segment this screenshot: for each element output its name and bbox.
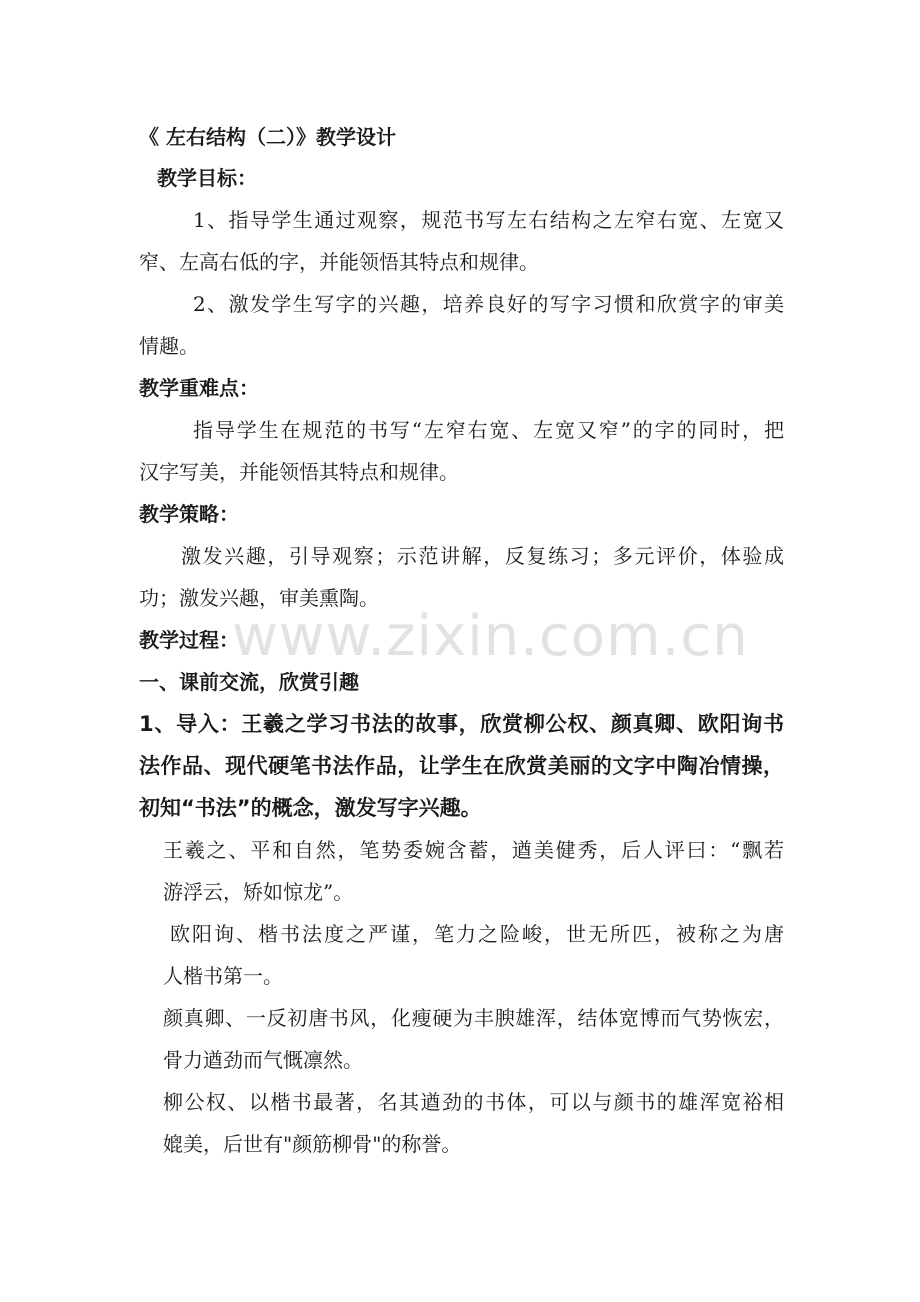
step-1-line-2: 法作品、现代硬笔书法作品，让学生在欣赏美丽的文字中陶冶情操， <box>139 754 784 778</box>
liu-gongquan-line-1: 柳公权、以楷书最著，名其遒劲的书体，可以与颜书的雄浑宽裕相 <box>163 1090 784 1114</box>
yan-zhenqing-line-1: 颜真卿、一反初唐书风，化瘦硬为丰腴雄浑，结体宽博而气势恢宏， <box>163 1006 784 1030</box>
wang-xizhi-line-1: 王羲之、平和自然，笔势委婉含蓄，遒美健秀，后人评曰：“飘若 <box>163 838 784 862</box>
document-title: 《 左右结构（二）》教学设计 <box>139 125 396 149</box>
step-1-line-3: 初知“书法”的概念，激发写字兴趣。 <box>139 796 482 820</box>
strategy-line-1: 激发兴趣，引导观察；示范讲解，反复练习；多元评价，体验成 <box>181 544 784 568</box>
watermark-text: www.zixin.com.cn <box>232 604 749 669</box>
objective-2-line-2: 情趣。 <box>139 334 199 358</box>
wang-xizhi-line-2: 游浮云，矫如惊龙”。 <box>163 880 354 904</box>
key-points-heading: 教学重难点： <box>139 376 259 400</box>
key-points-line-2: 汉字写美，并能领悟其特点和规律。 <box>139 460 459 484</box>
process-heading: 教学过程： <box>139 628 239 652</box>
ouyang-xun-line-2: 人楷书第一。 <box>163 964 283 988</box>
strategy-heading: 教学策略： <box>139 502 239 526</box>
key-points-line-1: 指导学生在规范的书写“左窄右宽、左宽又窄”的字的同时，把 <box>193 418 784 442</box>
yan-zhenqing-line-2: 骨力遒劲而气慨凛然。 <box>163 1048 363 1072</box>
objectives-heading: 教学目标： <box>157 166 257 190</box>
liu-gongquan-line-2: 媲美，后世有"颜筋柳骨"的称誉。 <box>163 1132 462 1156</box>
strategy-line-2: 功；激发兴趣，审美熏陶。 <box>139 586 379 610</box>
objective-1-line-2: 窄、左高右低的字，并能领悟其特点和规律。 <box>139 250 539 274</box>
objective-1-line-1: 1、指导学生通过观察，规范书写左右结构之左窄右宽、左宽又 <box>193 208 784 232</box>
objective-2-line-1: 2、激发学生写字的兴趣，培养良好的写字习惯和欣赏字的审美 <box>193 292 784 316</box>
section-1-heading: 一、课前交流，欣赏引趣 <box>139 670 359 694</box>
step-1-line-1: 1、导入：王羲之学习书法的故事，欣赏柳公权、颜真卿、欧阳询书 <box>139 712 784 736</box>
ouyang-xun-line-1: 欧阳询、楷书法度之严谨，笔力之险峻，世无所匹，被称之为唐 <box>170 922 784 946</box>
